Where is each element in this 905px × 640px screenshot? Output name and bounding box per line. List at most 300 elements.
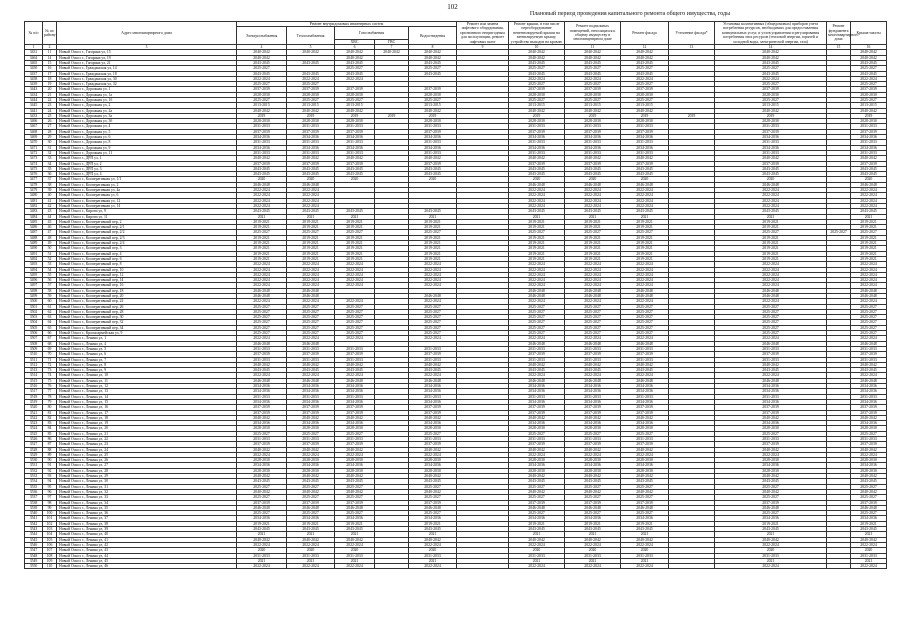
table-cell: 3541	[25, 516, 43, 521]
table-cell: 3522	[25, 415, 43, 420]
table-cell: 2043-2045	[509, 60, 565, 65]
table-cell: 2043-2045	[335, 209, 375, 214]
table-cell: 2034-2036	[565, 145, 621, 150]
table-cell: 2046-2048	[409, 293, 457, 298]
table-cell: 2022-2024	[715, 299, 827, 304]
table-cell: 2025-2027	[237, 66, 287, 71]
table-header	[25, 22, 887, 45]
table-cell: 2022-2024	[237, 278, 287, 283]
table-cell: 2021	[715, 532, 827, 537]
address-cell: Новый Оскол г., ДРП ул, 2	[57, 161, 237, 166]
table-cell: 2025-2027	[851, 82, 887, 87]
table-cell: 2025-2027	[565, 320, 621, 325]
table-cell: 3513	[25, 368, 43, 373]
table-cell: 3439	[25, 82, 43, 87]
table-cell: 2034-2036	[509, 421, 565, 426]
table-cell: 2034-2036	[715, 145, 827, 150]
table-cell: 2025-2027	[509, 511, 565, 516]
table-cell: 2025-2027	[621, 431, 669, 436]
table-cell: 2034-2036	[565, 384, 621, 389]
table-cell: 2019-2021	[287, 256, 335, 261]
table-cell: 3502	[25, 309, 43, 314]
table-cell: 2028-2030	[287, 468, 335, 473]
address-cell: Новый Оскол г., Кооперативная ул, 2	[57, 182, 237, 187]
table-cell: 2022-2024	[621, 564, 669, 569]
table-cell: 2025-2027	[565, 66, 621, 71]
table-cell: 2037-2039	[237, 442, 287, 447]
table-cell: 3533	[25, 474, 43, 479]
table-cell: 2022-2024	[287, 188, 335, 193]
table-cell: 2031-2033	[409, 394, 457, 399]
address-cell: Новый Оскол г., Ленина ул, 27	[57, 463, 237, 468]
table-cell: 2025-2027	[509, 331, 565, 336]
table-cell: 2019-2021	[715, 241, 827, 246]
table-cell: 2022-2024	[237, 198, 287, 203]
address-cell: Новый Оскол г., Кооперативная ул, 4а	[57, 188, 237, 193]
table-cell: 2046-2048	[565, 505, 621, 510]
table-cell: 78	[43, 394, 57, 399]
table-cell: 3444	[25, 98, 43, 103]
address-cell: Новый Оскол г., Ленина ул, 19	[57, 421, 237, 426]
table-cell: 2025-2027	[565, 309, 621, 314]
table-cell: 2019-2021	[409, 521, 457, 526]
table-cell: 2046-2048	[715, 505, 827, 510]
table-cell: 2040-2042	[509, 50, 565, 55]
table-cell: 2034-2036	[237, 399, 287, 404]
address-cell: Новый Оскол г., Ленина ул, 25	[57, 452, 237, 457]
table-cell: 2025-2027	[715, 511, 827, 516]
address-cell: Новый Оскол г., Кооперативная ул, 1/1	[57, 177, 237, 182]
table-cell: 2022-2024	[621, 193, 669, 198]
table-cell: 3495	[25, 272, 43, 277]
address-cell: Новый Оскол г., Ленина ул, 8	[57, 362, 237, 367]
table-cell: 2034-2036	[565, 389, 621, 394]
table-cell: 2040-2042	[287, 156, 335, 161]
table-cell: 2019	[669, 113, 715, 118]
address-cell: Новый Оскол г., Кооперативный пер, 2/4	[57, 241, 237, 246]
address-cell: Новый Оскол г., Ленина ул, 15	[57, 399, 237, 404]
table-cell: 77	[43, 389, 57, 394]
table-cell: 2043-2045	[565, 527, 621, 532]
table-cell: 2034-2036	[715, 421, 827, 426]
table-cell: 2040-2042	[621, 362, 669, 367]
table-cell: 2040-2042	[335, 55, 375, 60]
table-cell: 2034-2036	[409, 135, 457, 140]
table-cell: 2028-2030	[509, 458, 565, 463]
table-cell: 2020	[287, 177, 335, 182]
table-cell: 3450	[25, 66, 43, 71]
table-cell: 2034-2036	[621, 145, 669, 150]
table-cell: 2031-2033	[715, 437, 827, 442]
address-cell: Новый Оскол г., Ленина ул, 11	[57, 378, 237, 383]
table-cell: 2037-2039	[565, 352, 621, 357]
table-cell: 2025-2027	[335, 98, 375, 103]
table-cell: 2022-2024	[287, 198, 335, 203]
table-cell: 2037-2039	[509, 87, 565, 92]
table-cell: 2019	[409, 113, 457, 118]
table-cell: 92	[43, 468, 57, 473]
table-cell: 3504	[25, 320, 43, 325]
table-cell: 2043-2045	[409, 172, 457, 177]
table-cell: 3542	[25, 521, 43, 526]
table-cell: 3547	[25, 548, 43, 553]
table-cell: 2040-2042	[335, 474, 375, 479]
table-cell: 2028-2030	[335, 468, 375, 473]
table-cell: 2043-2045	[335, 60, 375, 65]
table-cell: 2043-2045	[509, 71, 565, 76]
table-cell: 3518	[25, 394, 43, 399]
address-cell: Новый Оскол г., Кооперативный пер, 2/3	[57, 235, 237, 240]
table-cell: 2019-2021	[621, 241, 669, 246]
table-cell: 2034-2036	[509, 463, 565, 468]
table-cell: 2031-2033	[565, 140, 621, 145]
table-cell: 44	[43, 214, 57, 219]
address-cell: Новый Оскол г., Ленина ул, 21	[57, 431, 237, 436]
table-cell: 2040-2042	[409, 362, 457, 367]
table-cell: 3485	[25, 219, 43, 224]
table-cell: 42	[43, 203, 57, 208]
table-cell: 2040-2042	[335, 415, 375, 420]
table-cell: 2019	[335, 113, 375, 118]
table-cell: 2019-2021	[715, 251, 827, 256]
table-cell: 2025-2027	[509, 98, 565, 103]
table-cell: 2022-2024	[565, 198, 621, 203]
table-cell: 2025-2027	[287, 431, 335, 436]
table-cell: 2028-2030	[851, 468, 887, 473]
table-cell: 2034-2036	[287, 463, 335, 468]
table-cell: 2037-2039	[335, 410, 375, 415]
table-cell: 2040-2042	[715, 474, 827, 479]
address-cell: Новый Оскол г., Дорожная ул, 2	[57, 103, 237, 108]
table-cell: 2046-2048	[509, 182, 565, 187]
table-cell: 2025-2027	[621, 484, 669, 489]
table-cell: 3493	[25, 262, 43, 267]
address-cell: Новый Оскол г., Гагарина ул, 21	[57, 60, 237, 65]
table-cell: 2046-2048	[851, 182, 887, 187]
table-cell: 2025-2027	[565, 98, 621, 103]
table-cell: 2031-2033	[237, 553, 287, 558]
table-cell: 2034-2036	[335, 421, 375, 426]
table-cell: 3530	[25, 458, 43, 463]
address-cell: Новый Оскол г., Дорожная ул, 2а	[57, 108, 237, 113]
table-cell: 2034-2036	[237, 421, 287, 426]
table-cell: 2034-2036	[335, 399, 375, 404]
table-cell: 2025-2027	[509, 315, 565, 320]
table-cell: 2019-2021	[287, 235, 335, 240]
table-cell: 2025-2027	[287, 511, 335, 516]
header-gas-supply: Газоснабжения	[335, 27, 409, 39]
table-cell: 2046-2048	[565, 182, 621, 187]
table-cell: 2028-2030	[335, 92, 375, 97]
table-cell: 2020	[409, 548, 457, 553]
table-cell: 2025-2027	[409, 511, 457, 516]
table-cell: 2022-2024	[715, 278, 827, 283]
table-cell: 2046-2048	[715, 341, 827, 346]
table-cell: 2031-2033	[287, 553, 335, 558]
table-cell: 43	[43, 209, 57, 214]
table-cell: 2031-2033	[335, 150, 375, 155]
table-cell: 2040-2042	[851, 50, 887, 55]
table-cell: 2022-2024	[287, 542, 335, 547]
table-cell: 2022-2024	[509, 272, 565, 277]
table-cell: 2021	[287, 558, 335, 563]
table-cell: 2043-2045	[621, 166, 669, 171]
table-cell: 2019-2021	[851, 246, 887, 251]
table-cell: 2046-2048	[851, 293, 887, 298]
table-cell: 2019-2021	[715, 256, 827, 261]
header-no-district: № по району	[43, 22, 57, 45]
column-number: 6	[335, 45, 375, 50]
table-cell: 2037-2039	[335, 500, 375, 505]
table-cell: 2034-2036	[335, 389, 375, 394]
table-cell: 2043-2045	[287, 60, 335, 65]
table-cell: 2034-2036	[851, 135, 887, 140]
table-cell: 2025-2027	[409, 431, 457, 436]
table-cell: 2025-2027	[565, 315, 621, 320]
table-cell: 2021	[335, 532, 375, 537]
table-cell: 2028-2030	[565, 92, 621, 97]
address-cell: Новый Оскол г., Кооперативный пер, 6	[57, 256, 237, 261]
table-cell: 2040-2042	[509, 362, 565, 367]
table-cell: 2021	[335, 214, 375, 219]
table-cell: 2031-2033	[237, 140, 287, 145]
table-cell: 2031-2033	[715, 124, 827, 129]
table-cell: 2022-2024	[565, 262, 621, 267]
table-cell: 2043-2045	[287, 479, 335, 484]
table-cell: 32	[43, 150, 57, 155]
table-cell: 2046-2048	[237, 182, 287, 187]
table-cell: 2046-2048	[715, 293, 827, 298]
table-cell: 2037-2039	[565, 87, 621, 92]
table-cell: 2019	[375, 113, 409, 118]
table-cell: 2031-2033	[409, 150, 457, 155]
table-cell: 36	[43, 172, 57, 177]
table-cell: 2022-2024	[287, 267, 335, 272]
table-cell: 2034-2036	[335, 463, 375, 468]
table-cell: 2019-2021	[565, 521, 621, 526]
address-cell: Новый Оскол г., Ленина ул, 10	[57, 373, 237, 378]
table-cell: 2025-2027	[621, 230, 669, 235]
table-cell: 84	[43, 426, 57, 431]
table-cell: 3536	[25, 489, 43, 494]
table-cell: 2025-2027	[509, 320, 565, 325]
table-cell: 2046-2048	[621, 505, 669, 510]
table-cell: 2022-2024	[565, 564, 621, 569]
table-cell: 2043-2045	[409, 368, 457, 373]
table-cell: 2019-2021	[409, 241, 457, 246]
table-cell: 2022-2024	[409, 278, 457, 283]
table-cell: 2028-2030	[621, 119, 669, 124]
address-cell: Новый Оскол г., Дорожная ул, 9	[57, 145, 237, 150]
table-cell: 2022-2024	[335, 267, 375, 272]
table-cell: 2037-2039	[851, 161, 887, 166]
address-cell: Новый Оскол г., Ленина ул, 23	[57, 442, 237, 447]
table-cell: 2043-2045	[621, 527, 669, 532]
column-number: 8	[409, 45, 457, 50]
table-cell: 2025-2027	[287, 331, 335, 336]
table-cell: 2022-2024	[621, 542, 669, 547]
table-cell: 2046-2048	[237, 341, 287, 346]
table-cell: 2040-2042	[851, 489, 887, 494]
address-cell: Новый Оскол г., Ленина ул, 29	[57, 474, 237, 479]
table-cell: 2040-2042	[621, 447, 669, 452]
table-cell: 2040-2042	[287, 447, 335, 452]
table-cell: 2037-2039	[335, 129, 375, 134]
table-cell: 2034-2036	[621, 421, 669, 426]
table-cell: 2019-2021	[409, 225, 457, 230]
table-cell: 3539	[25, 505, 43, 510]
table-cell: 2043-2045	[621, 60, 669, 65]
table-cell: 2043-2045	[409, 479, 457, 484]
table-cell: 2046-2048	[509, 505, 565, 510]
table-cell: 40	[43, 193, 57, 198]
table-cell: 28	[43, 129, 57, 134]
table-cell: 2022-2024	[851, 193, 887, 198]
table-cell: 2040-2042	[565, 362, 621, 367]
table-cell: 2031-2033	[237, 437, 287, 442]
table-cell: 2046-2048	[851, 378, 887, 383]
table-cell: 2031-2033	[409, 346, 457, 351]
address-cell: Новый Оскол г., Ленина ул, 22	[57, 437, 237, 442]
table-cell: 2028-2030	[565, 119, 621, 124]
table-cell: 2043-2045	[565, 172, 621, 177]
table-cell: 3482	[25, 203, 43, 208]
table-cell: 2025-2027	[851, 484, 887, 489]
table-cell: 2043-2045	[565, 71, 621, 76]
table-cell: 2037-2039	[237, 405, 287, 410]
table-cell: 2037-2039	[335, 442, 375, 447]
header-internal-systems: Ремонт внутридомовых инженерных систем	[237, 22, 457, 27]
table-cell: 2025-2027	[715, 331, 827, 336]
table-cell: 2031-2033	[509, 346, 565, 351]
table-cell: 2046-2048	[509, 293, 565, 298]
table-cell: 2046-2048	[851, 288, 887, 293]
table-cell: 2022-2024	[715, 203, 827, 208]
table-cell: 2025-2027	[715, 431, 827, 436]
address-cell: Новый Оскол г., Ленина ул, 6	[57, 352, 237, 357]
table-cell: 2040-2042	[237, 362, 287, 367]
table-cell: 66	[43, 331, 57, 336]
table-cell: 2028-2030	[409, 468, 457, 473]
table-cell: 2034-2036	[287, 399, 335, 404]
table-cell: 2019-2021	[237, 251, 287, 256]
table-cell: 2040-2042	[715, 108, 827, 113]
header-no: № п/п	[25, 22, 43, 45]
table-cell: 2037-2039	[565, 410, 621, 415]
column-number: 12	[621, 45, 669, 50]
table-cell: 2031-2033	[621, 553, 669, 558]
table-cell: 58	[43, 288, 57, 293]
table-cell: 2022-2024	[509, 193, 565, 198]
address-cell: Новый Оскол г., Ленина ул, 4	[57, 341, 237, 346]
table-cell: 2025-2027	[715, 304, 827, 309]
table-cell: 3475	[25, 166, 43, 171]
table-cell: 2034-2036	[851, 389, 887, 394]
table-cell: 2046-2048	[287, 341, 335, 346]
table-cell: 2025-2027	[237, 82, 287, 87]
table-cell: 2031-2033	[851, 150, 887, 155]
table-cell: 2025-2027	[715, 320, 827, 325]
table-cell: 2031-2033	[565, 150, 621, 155]
table-cell: 2037-2039	[409, 500, 457, 505]
address-cell: Новый Оскол г., Гражданская ул, 32	[57, 82, 237, 87]
table-cell: 2037-2039	[335, 161, 375, 166]
table-cell: 2021	[565, 532, 621, 537]
table-cell: 102	[43, 521, 57, 526]
table-cell: 2021	[621, 214, 669, 219]
table-cell: 2040-2042	[715, 156, 827, 161]
table-cell: 3510	[25, 352, 43, 357]
table-cell: 79	[43, 399, 57, 404]
table-cell: 2025-2027	[335, 495, 375, 500]
address-cell: Новый Оскол г., Ленина ул, 43	[57, 548, 237, 553]
table-cell: 2043-2045	[409, 60, 457, 65]
table-cell: 2043-2045	[715, 527, 827, 532]
table-cell: 2025-2027	[335, 230, 375, 235]
table-cell: 2031-2033	[335, 140, 375, 145]
address-cell: Новый Оскол г., Кооперативный пер, 28	[57, 309, 237, 314]
table-cell: 3465	[25, 60, 43, 65]
table-cell: 2037-2039	[509, 129, 565, 134]
table-cell: 91	[43, 463, 57, 468]
table-cell: 2025-2027	[715, 495, 827, 500]
table-cell: 3491	[25, 251, 43, 256]
table-cell: 2031-2033	[621, 346, 669, 351]
table-cell: 83	[43, 421, 57, 426]
table-cell: 2028-2030	[509, 468, 565, 473]
table-cell: 2031-2033	[237, 394, 287, 399]
table-cell: 2040-2042	[335, 489, 375, 494]
table-cell: 2034-2036	[851, 463, 887, 468]
table-cell: 2022-2024	[621, 278, 669, 283]
table-cell: 2040-2042	[509, 415, 565, 420]
table-cell: 2040-2042	[851, 55, 887, 60]
table-cell: 2025-2027	[237, 98, 287, 103]
table-cell: 2037-2039	[509, 161, 565, 166]
table-cell: 2043-2045	[237, 368, 287, 373]
header-foundation: Ремонт фундамента многоквартирного дома	[827, 22, 851, 45]
table-cell: 2043-2045	[409, 71, 457, 76]
table-cell: 2019	[715, 113, 827, 118]
table-cell: 2040-2042	[237, 474, 287, 479]
table-cell: 2037-2039	[621, 442, 669, 447]
table-cell: 3497	[25, 283, 43, 288]
table-cell: 2019-2021	[851, 219, 887, 224]
table-cell: 2031-2033	[565, 346, 621, 351]
table-cell: 49	[43, 241, 57, 246]
table-cell: 2019-2021	[565, 256, 621, 261]
table-cell: 2043-2045	[851, 71, 887, 76]
table-cell: 2013-2015	[335, 103, 375, 108]
table-cell: 95	[43, 484, 57, 489]
table-cell: 2025-2027	[509, 304, 565, 309]
table-cell: 3468	[25, 129, 43, 134]
address-cell: Новый Оскол г., Кирова ул, 9	[57, 209, 237, 214]
table-cell: 2040-2042	[237, 108, 287, 113]
table-cell: 2037-2039	[565, 442, 621, 447]
table-cell: 2025-2027	[509, 325, 565, 330]
table-cell: 2025-2027	[621, 495, 669, 500]
table-cell: 86	[43, 437, 57, 442]
table-cell: 2043-2045	[509, 368, 565, 373]
table-cell: 2040-2042	[409, 108, 457, 113]
table-cell: 2022-2024	[335, 336, 375, 341]
table-cell: 2022-2024	[287, 299, 335, 304]
table-cell: 2019-2021	[509, 521, 565, 526]
table-cell: 2043-2045	[621, 172, 669, 177]
address-cell: Новый Оскол г., Гражданская ул, 30	[57, 76, 237, 81]
address-cell: Новый Оскол г., Кооперативный пер, 12	[57, 272, 237, 277]
